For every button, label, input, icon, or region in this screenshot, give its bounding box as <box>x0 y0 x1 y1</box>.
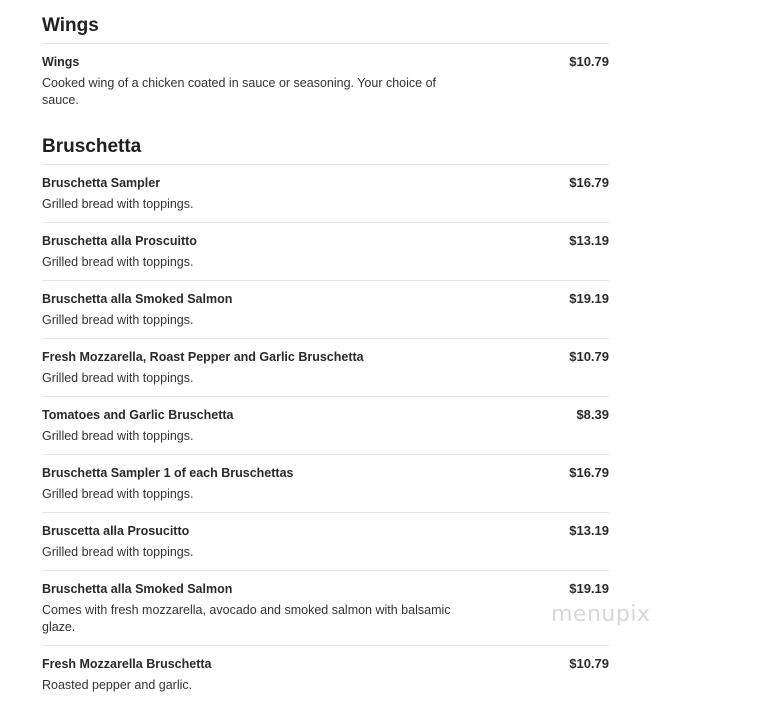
item-description: Grilled bread with toppings. <box>42 255 194 269</box>
item-price: $10.79 <box>569 349 609 364</box>
item-name: Wings <box>42 55 80 69</box>
item-description: Grilled bread with toppings. <box>42 545 194 559</box>
menu-item <box>42 571 609 646</box>
item-price: $13.19 <box>569 523 609 538</box>
menu-item <box>42 339 609 397</box>
menu-item <box>42 513 609 571</box>
item-price: $10.79 <box>569 656 609 671</box>
watermark-logo: menupix <box>551 602 651 627</box>
item-description: Grilled bread with toppings. <box>42 371 194 385</box>
item-description: Cooked wing of a chicken coated in sauce or seasoning. Your choice of sauce. <box>42 76 437 107</box>
item-description: Grilled bread with toppings. <box>42 429 194 443</box>
item-name: Bruschetta alla Proscuitto <box>42 234 197 248</box>
menu-item <box>42 646 609 703</box>
item-description: Grilled bread with toppings. <box>42 313 194 327</box>
item-name: Tomatoes and Garlic Bruschetta <box>42 408 234 422</box>
menu-section-wings <box>42 0 609 118</box>
item-name: Bruschetta Sampler <box>42 176 161 190</box>
item-name: Fresh Mozzarella, Roast Pepper and Garlic Bruschetta <box>42 350 364 364</box>
item-price: $8.39 <box>576 407 609 422</box>
item-description: Grilled bread with toppings. <box>42 197 194 211</box>
item-price: $19.19 <box>569 581 609 596</box>
item-price: $16.79 <box>569 175 609 190</box>
item-name: Bruschetta alla Smoked Salmon <box>42 292 233 306</box>
item-price: $13.19 <box>569 233 609 248</box>
menu-item <box>42 44 609 118</box>
item-description: Comes with fresh mozzarella, avocado and smoked salmon with balsamic glaze. <box>42 603 451 634</box>
menu-item <box>42 165 609 223</box>
item-price: $16.79 <box>569 465 609 480</box>
menu-section-bruschetta <box>42 136 609 703</box>
section-title: Wings <box>42 0 609 44</box>
menu-item <box>42 223 609 281</box>
item-price: $19.19 <box>569 291 609 306</box>
item-name: Fresh Mozzarella Bruschetta <box>42 657 212 671</box>
item-name: Bruschetta Sampler 1 of each Bruschettas <box>42 466 294 480</box>
menu <box>42 0 609 703</box>
item-name: Bruscetta alla Prosucitto <box>42 524 190 538</box>
menu-item <box>42 281 609 339</box>
item-description: Roasted pepper and garlic. <box>42 678 193 692</box>
item-price: $10.79 <box>569 54 609 69</box>
section-title: Bruschetta <box>42 136 609 165</box>
menu-item <box>42 455 609 513</box>
item-name: Bruschetta alla Smoked Salmon <box>42 582 233 596</box>
item-description: Grilled bread with toppings. <box>42 487 194 501</box>
menu-item <box>42 397 609 455</box>
